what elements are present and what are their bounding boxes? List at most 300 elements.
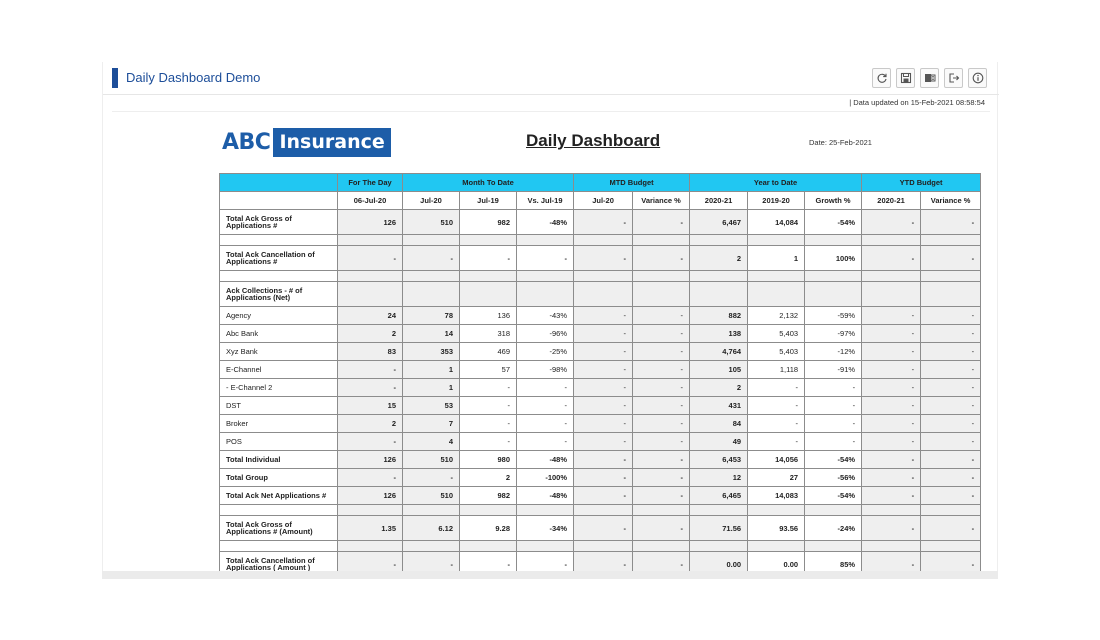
spacer-cell xyxy=(748,271,805,282)
table-cell: - xyxy=(338,246,403,271)
spacer-cell xyxy=(633,271,690,282)
table-cell: 1 xyxy=(403,361,460,379)
table-row xyxy=(220,552,981,572)
group-header-ytd-budget: YTD Budget xyxy=(862,174,981,192)
table-cell: - xyxy=(574,415,633,433)
table-cell: - xyxy=(633,415,690,433)
group-header-year-to-date: Year to Date xyxy=(690,174,862,192)
table-cell: 14 xyxy=(403,325,460,343)
table-row xyxy=(220,516,981,541)
table-cell: - xyxy=(574,325,633,343)
table-cell xyxy=(517,282,574,307)
table-cell: 2 xyxy=(690,379,748,397)
table-cell: 27 xyxy=(748,469,805,487)
table-cell: 93.56 xyxy=(748,516,805,541)
table-cell: 138 xyxy=(690,325,748,343)
table-row xyxy=(220,469,981,487)
table-cell: - xyxy=(574,469,633,487)
table-cell: 510 xyxy=(403,487,460,505)
table-cell: - xyxy=(460,415,517,433)
export-button[interactable] xyxy=(920,68,939,88)
spacer-cell xyxy=(574,505,633,516)
table-cell: 57 xyxy=(460,361,517,379)
spacer-cell xyxy=(517,271,574,282)
table-cell: - xyxy=(574,361,633,379)
table-cell: 49 xyxy=(690,433,748,451)
table-cell: - xyxy=(921,210,981,235)
table-cell: - xyxy=(460,379,517,397)
table-cell: - xyxy=(862,325,921,343)
table-cell: - xyxy=(748,379,805,397)
table-cell: -98% xyxy=(517,361,574,379)
table-cell: 78 xyxy=(403,307,460,325)
table-cell: - xyxy=(862,246,921,271)
table-cell: 126 xyxy=(338,210,403,235)
table-cell: - xyxy=(633,379,690,397)
table-cell: 353 xyxy=(403,343,460,361)
table-cell: 14,084 xyxy=(748,210,805,235)
table-cell: 6.12 xyxy=(403,516,460,541)
table-cell: - xyxy=(862,210,921,235)
spacer-cell xyxy=(574,235,633,246)
table-cell: 1 xyxy=(403,379,460,397)
table-cell: - xyxy=(574,487,633,505)
spacer-cell xyxy=(574,541,633,552)
spacer-cell xyxy=(403,541,460,552)
spacer-cell xyxy=(633,505,690,516)
table-cell: - xyxy=(574,552,633,572)
spacer-cell xyxy=(748,505,805,516)
spacer-cell xyxy=(862,271,921,282)
sub-header-cell: Vs. Jul-19 xyxy=(517,192,574,210)
table-cell: - xyxy=(574,451,633,469)
table-cell: - xyxy=(921,469,981,487)
report-date: Date: 25-Feb-2021 xyxy=(809,138,872,147)
spacer-cell xyxy=(690,541,748,552)
refresh-button[interactable] xyxy=(872,68,891,88)
table-cell: 2 xyxy=(690,246,748,271)
table-cell: - xyxy=(921,379,981,397)
table-cell: - xyxy=(633,246,690,271)
table-cell: - xyxy=(574,379,633,397)
spacer-cell xyxy=(403,271,460,282)
data-updated-label: | Data updated on 15-Feb-2021 08:58:54 xyxy=(849,98,985,107)
table-cell: - xyxy=(921,415,981,433)
table-cell: - xyxy=(517,246,574,271)
table-cell: - xyxy=(805,397,862,415)
table-cell: - xyxy=(338,433,403,451)
spacer-cell xyxy=(633,235,690,246)
table-cell: -54% xyxy=(805,210,862,235)
table-cell: - xyxy=(921,433,981,451)
row-label: Total Ack Gross of Applications # xyxy=(220,210,338,235)
table-cell: - xyxy=(862,397,921,415)
table-cell: 126 xyxy=(338,451,403,469)
table-cell: 7 xyxy=(403,415,460,433)
row-label: Ack Collections - # of Applications (Net) xyxy=(220,282,338,307)
bottom-scroll-band xyxy=(102,571,998,579)
group-header-month-to-date: Month To Date xyxy=(403,174,574,192)
dashboard-table xyxy=(219,173,981,571)
table-row xyxy=(220,325,981,343)
table-cell: 105 xyxy=(690,361,748,379)
spacer-cell xyxy=(805,271,862,282)
table-cell: - xyxy=(403,246,460,271)
table-cell: - xyxy=(574,397,633,415)
spacer-cell xyxy=(921,271,981,282)
table-cell: 2 xyxy=(338,415,403,433)
table-cell: -48% xyxy=(517,451,574,469)
table-cell: - xyxy=(517,397,574,415)
table-cell: 4 xyxy=(403,433,460,451)
sub-header-cell: 2019-20 xyxy=(748,192,805,210)
table-cell: - xyxy=(748,397,805,415)
table-cell: - xyxy=(574,516,633,541)
table-cell: - xyxy=(862,469,921,487)
table-cell: 84 xyxy=(690,415,748,433)
table-cell: 982 xyxy=(460,487,517,505)
spacer-cell xyxy=(460,505,517,516)
table-cell: 24 xyxy=(338,307,403,325)
sub-header-cell: 06-Jul-20 xyxy=(338,192,403,210)
table-cell: - xyxy=(633,307,690,325)
refresh-icon xyxy=(876,72,888,84)
table-cell: - xyxy=(574,343,633,361)
row-label: Abc Bank xyxy=(220,325,338,343)
spacer-cell xyxy=(862,505,921,516)
table-cell: 4,764 xyxy=(690,343,748,361)
table-cell: 882 xyxy=(690,307,748,325)
table-cell: 71.56 xyxy=(690,516,748,541)
save-button[interactable] xyxy=(896,68,915,88)
spacer-row xyxy=(220,505,981,516)
table-cell: -34% xyxy=(517,516,574,541)
row-label: DST xyxy=(220,397,338,415)
table-cell: - xyxy=(403,552,460,572)
report-content xyxy=(219,128,981,571)
table-cell xyxy=(460,282,517,307)
table-cell: - xyxy=(921,451,981,469)
table-cell: - xyxy=(862,516,921,541)
table-cell: - xyxy=(517,433,574,451)
spacer-cell xyxy=(862,235,921,246)
table-cell: - xyxy=(633,210,690,235)
table-cell: - xyxy=(517,415,574,433)
sub-header-cell: Variance % xyxy=(633,192,690,210)
dashboard-table-wrapper xyxy=(219,173,981,571)
sub-header-cell: Jul-20 xyxy=(403,192,460,210)
table-cell xyxy=(338,282,403,307)
table-cell: - xyxy=(748,433,805,451)
table-cell xyxy=(574,282,633,307)
table-body xyxy=(220,210,981,572)
sub-header-cell: 2020-21 xyxy=(862,192,921,210)
table-cell: -97% xyxy=(805,325,862,343)
row-label: Total Group xyxy=(220,469,338,487)
table-row xyxy=(220,379,981,397)
table-row xyxy=(220,415,981,433)
spacer-cell xyxy=(633,541,690,552)
table-cell: - xyxy=(517,552,574,572)
row-label: Broker xyxy=(220,415,338,433)
table-cell: 126 xyxy=(338,487,403,505)
spacer-cell xyxy=(805,505,862,516)
group-header-for-the-day: For The Day xyxy=(338,174,403,192)
table-cell: - xyxy=(633,469,690,487)
table-cell: -56% xyxy=(805,469,862,487)
spacer-cell xyxy=(403,505,460,516)
row-label: Agency xyxy=(220,307,338,325)
table-cell: 469 xyxy=(460,343,517,361)
table-cell: 980 xyxy=(460,451,517,469)
table-cell: - xyxy=(805,379,862,397)
table-cell: - xyxy=(633,487,690,505)
table-cell: - xyxy=(574,307,633,325)
logout-icon xyxy=(948,72,960,84)
table-cell: - xyxy=(921,361,981,379)
table-cell: 14,056 xyxy=(748,451,805,469)
table-cell: - xyxy=(862,379,921,397)
spacer-cell xyxy=(220,235,338,246)
spacer-cell xyxy=(921,505,981,516)
table-cell: - xyxy=(338,469,403,487)
table-row xyxy=(220,210,981,235)
table-cell: 2 xyxy=(460,469,517,487)
table-cell xyxy=(690,282,748,307)
table-cell: 6,467 xyxy=(690,210,748,235)
spacer-cell xyxy=(220,505,338,516)
table-cell: 9.28 xyxy=(460,516,517,541)
group-header-blank xyxy=(220,174,338,192)
spacer-cell xyxy=(748,235,805,246)
table-cell: - xyxy=(338,552,403,572)
toolbar xyxy=(872,68,987,88)
table-cell: -100% xyxy=(517,469,574,487)
table-cell: 1.35 xyxy=(338,516,403,541)
spacer-cell xyxy=(574,271,633,282)
table-cell: - xyxy=(921,397,981,415)
spacer-cell xyxy=(220,271,338,282)
spacer-cell xyxy=(690,505,748,516)
table-cell: - xyxy=(574,433,633,451)
table-cell: 136 xyxy=(460,307,517,325)
table-row xyxy=(220,246,981,271)
table-row xyxy=(220,361,981,379)
sub-header-cell: Variance % xyxy=(921,192,981,210)
title-accent-bar xyxy=(112,68,118,88)
table-cell: - xyxy=(862,552,921,572)
logo-abc-text: ABC xyxy=(222,130,271,155)
table-cell: - xyxy=(460,552,517,572)
table-cell: -59% xyxy=(805,307,862,325)
table-cell: - xyxy=(633,433,690,451)
spacer-cell xyxy=(460,271,517,282)
table-cell: - xyxy=(921,516,981,541)
row-label: POS xyxy=(220,433,338,451)
table-cell: 5,403 xyxy=(748,325,805,343)
table-cell: 85% xyxy=(805,552,862,572)
table-cell: - xyxy=(633,451,690,469)
table-cell: - xyxy=(633,516,690,541)
dashboard-frame xyxy=(102,62,998,578)
sub-header-blank xyxy=(220,192,338,210)
table-cell: -24% xyxy=(805,516,862,541)
row-label: Total Ack Net Applications # xyxy=(220,487,338,505)
spacer-cell xyxy=(338,235,403,246)
report-title: Daily Dashboard xyxy=(526,131,661,150)
table-cell: - xyxy=(805,415,862,433)
export-icon xyxy=(924,72,936,84)
logo-insurance-text: Insurance xyxy=(273,128,390,157)
table-cell: 53 xyxy=(403,397,460,415)
table-cell: 982 xyxy=(460,210,517,235)
spacer-row xyxy=(220,271,981,282)
table-cell: - xyxy=(403,469,460,487)
row-label: Total Ack Cancellation of Applications # xyxy=(220,246,338,271)
table-cell: -48% xyxy=(517,487,574,505)
spacer-row xyxy=(220,235,981,246)
table-cell xyxy=(921,282,981,307)
table-cell: - xyxy=(574,246,633,271)
table-cell: 510 xyxy=(403,451,460,469)
row-label: Total Individual xyxy=(220,451,338,469)
spacer-cell xyxy=(460,541,517,552)
table-cell: - xyxy=(574,210,633,235)
row-label: Total Ack Gross of Applications # (Amount) xyxy=(220,516,338,541)
table-cell: - xyxy=(862,361,921,379)
table-cell: 0.00 xyxy=(690,552,748,572)
table-cell: -43% xyxy=(517,307,574,325)
spacer-row xyxy=(220,541,981,552)
spacer-cell xyxy=(338,271,403,282)
table-cell: 0.00 xyxy=(748,552,805,572)
table-cell: - xyxy=(862,433,921,451)
spacer-cell xyxy=(460,235,517,246)
table-cell xyxy=(805,282,862,307)
table-row xyxy=(220,487,981,505)
table-cell: 2,132 xyxy=(748,307,805,325)
spacer-cell xyxy=(921,541,981,552)
table-cell: 83 xyxy=(338,343,403,361)
group-header-row xyxy=(220,174,981,192)
divider xyxy=(112,111,990,112)
table-row xyxy=(220,307,981,325)
table-cell: - xyxy=(862,343,921,361)
row-label: Xyz Bank xyxy=(220,343,338,361)
spacer-cell xyxy=(805,541,862,552)
table-cell: 1,118 xyxy=(748,361,805,379)
table-cell: - xyxy=(862,487,921,505)
table-cell: - xyxy=(921,552,981,572)
spacer-cell xyxy=(517,505,574,516)
table-cell: - xyxy=(460,397,517,415)
table-cell: - xyxy=(748,415,805,433)
sub-header-row xyxy=(220,192,981,210)
logout-button[interactable] xyxy=(944,68,963,88)
spacer-cell xyxy=(690,271,748,282)
table-cell: - xyxy=(805,433,862,451)
table-row xyxy=(220,343,981,361)
spacer-cell xyxy=(862,541,921,552)
spacer-cell xyxy=(690,235,748,246)
table-cell: 100% xyxy=(805,246,862,271)
app-title: Daily Dashboard Demo xyxy=(126,70,261,85)
table-cell: - xyxy=(633,325,690,343)
table-cell: - xyxy=(862,307,921,325)
table-cell: - xyxy=(460,246,517,271)
table-cell: - xyxy=(921,325,981,343)
table-cell: - xyxy=(517,379,574,397)
spacer-cell xyxy=(748,541,805,552)
table-cell: - xyxy=(921,487,981,505)
info-button[interactable] xyxy=(968,68,987,88)
table-cell: - xyxy=(862,415,921,433)
table-cell: 15 xyxy=(338,397,403,415)
table-row xyxy=(220,282,981,307)
row-label: - E-Channel 2 xyxy=(220,379,338,397)
table-cell: 2 xyxy=(338,325,403,343)
info-icon xyxy=(972,72,984,84)
table-cell: - xyxy=(633,361,690,379)
sub-header-cell: 2020-21 xyxy=(690,192,748,210)
spacer-cell xyxy=(805,235,862,246)
spacer-cell xyxy=(220,541,338,552)
table-cell: 1 xyxy=(748,246,805,271)
table-cell: - xyxy=(338,379,403,397)
row-label: Total Ack Cancellation of Applications ( Amount ) xyxy=(220,552,338,572)
save-icon xyxy=(900,72,912,84)
row-label: E-Channel xyxy=(220,361,338,379)
table-row xyxy=(220,451,981,469)
sub-header-cell: Growth % xyxy=(805,192,862,210)
spacer-cell xyxy=(403,235,460,246)
table-cell: - xyxy=(862,451,921,469)
spacer-cell xyxy=(338,541,403,552)
table-cell: 510 xyxy=(403,210,460,235)
table-cell: -25% xyxy=(517,343,574,361)
spacer-cell xyxy=(338,505,403,516)
company-logo xyxy=(222,128,391,157)
table-cell xyxy=(748,282,805,307)
table-row xyxy=(220,433,981,451)
table-cell: - xyxy=(921,246,981,271)
table-cell: -12% xyxy=(805,343,862,361)
table-cell xyxy=(633,282,690,307)
table-cell: -96% xyxy=(517,325,574,343)
table-cell xyxy=(403,282,460,307)
table-cell: - xyxy=(633,397,690,415)
spacer-cell xyxy=(517,235,574,246)
table-cell: 5,403 xyxy=(748,343,805,361)
sub-header-cell: Jul-20 xyxy=(574,192,633,210)
spacer-cell xyxy=(517,541,574,552)
table-cell: -48% xyxy=(517,210,574,235)
group-header-mtd-budget: MTD Budget xyxy=(574,174,690,192)
table-cell: - xyxy=(633,343,690,361)
table-cell: 6,453 xyxy=(690,451,748,469)
table-row xyxy=(220,397,981,415)
table-cell: - xyxy=(633,552,690,572)
table-cell: - xyxy=(921,343,981,361)
table-cell: - xyxy=(921,307,981,325)
table-cell: - xyxy=(338,361,403,379)
table-cell: 6,465 xyxy=(690,487,748,505)
table-cell: - xyxy=(460,433,517,451)
table-cell: -54% xyxy=(805,487,862,505)
table-cell: 318 xyxy=(460,325,517,343)
table-cell: 431 xyxy=(690,397,748,415)
table-cell: 12 xyxy=(690,469,748,487)
